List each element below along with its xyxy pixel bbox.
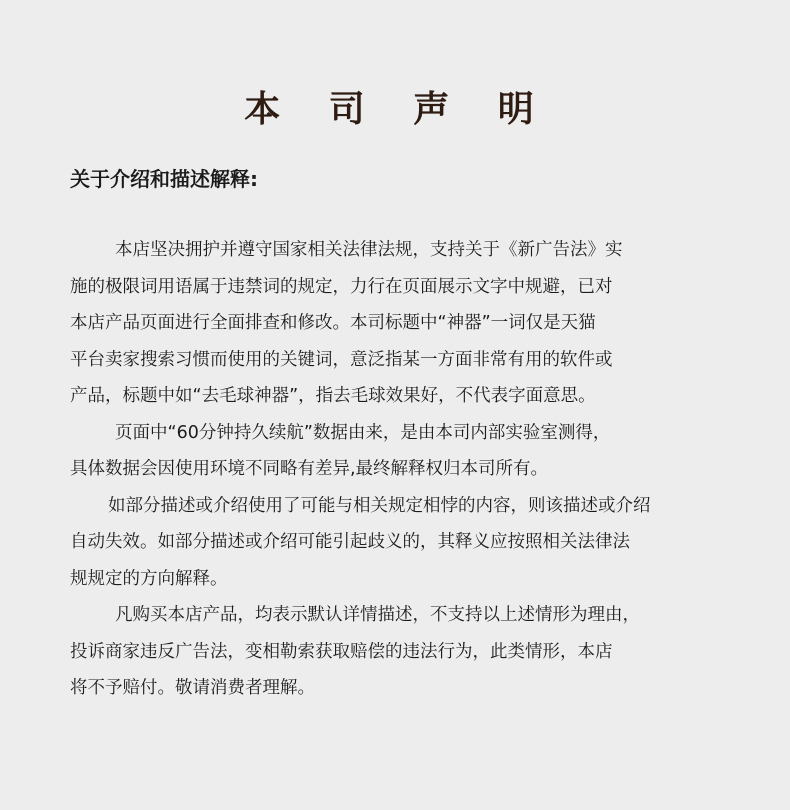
paragraph-advertising-law <box>70 232 760 415</box>
section-heading: 关于介绍和描述解释: <box>70 167 258 191</box>
paragraph-line: 如部分描述或介绍使用了可能与相关规定相悖的内容，则该描述或介绍 <box>108 495 651 516</box>
paragraph-line: 具体数据会因使用环境不同略有差异,最终解释权归本司所有。 <box>70 459 549 479</box>
paragraph-line: 平台卖家搜索习惯而使用的关键词，意泛指某一方面非常有用的软件或 <box>70 349 613 370</box>
paragraph-line: 页面中“60分钟持久续航”数据由来，是由本司内部实验室测得， <box>115 422 611 443</box>
paragraph-line: 本店坚决拥护并遵守国家相关法律法规，支持关于《新广告法》实 <box>115 240 623 260</box>
paragraph-line: 规规定的方向解释。 <box>70 568 228 589</box>
paragraph-line: 将不予赔付。敬请消费者理解。 <box>70 678 315 698</box>
paragraph-battery-data <box>70 415 760 488</box>
paragraph-line: 施的极限词用语属于违禁词的规定，力行在页面展示文字中规避，已对 <box>70 276 613 297</box>
statement-body <box>70 232 760 707</box>
paragraph-line: 投诉商家违反广告法，变相勒索获取赔偿的违法行为，此类情形，本店 <box>70 641 613 662</box>
paragraph-line: 凡购买本店产品，均表示默认详情描述，不支持以上述情形为理由， <box>115 605 640 625</box>
paragraph-invalid-descriptions <box>70 488 760 598</box>
paragraph-no-compensation <box>70 597 760 707</box>
paragraph-line: 本店产品页面进行全面排查和修改。本司标题中“神器”一词仅是天猫 <box>70 313 596 333</box>
paragraph-line: 产品，标题中如“去毛球神器”，指去毛球效果好，不代表字面意思。 <box>70 386 596 406</box>
paragraph-line: 自动失效。如部分描述或介绍可能引起歧义的，其释义应按照相关法律法 <box>70 532 630 552</box>
page-title: 本 司 声 明 <box>244 89 552 130</box>
